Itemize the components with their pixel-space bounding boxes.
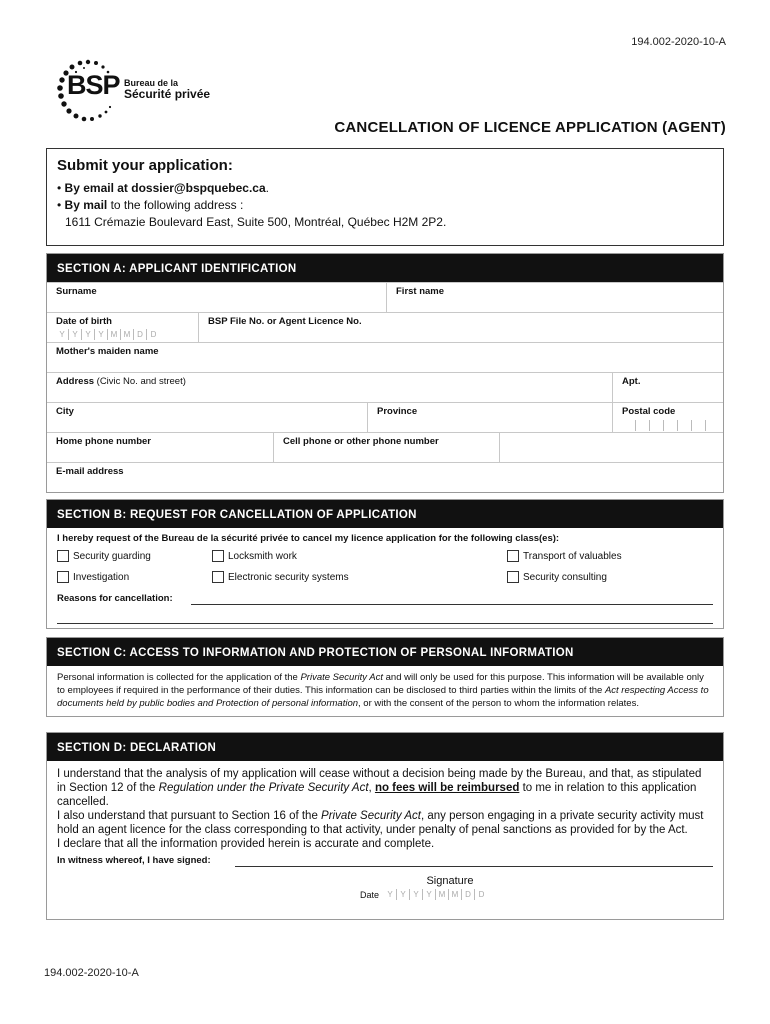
section-d — [46, 732, 724, 920]
section-d-header: SECTION D: DECLARATION — [47, 733, 723, 761]
file-no-field[interactable] — [198, 313, 723, 342]
reasons-label: Reasons for cancellation: — [57, 593, 173, 604]
class-security-consulting[interactable] — [507, 571, 607, 583]
class-label: Electronic security systems — [228, 571, 349, 583]
dob-box: Y — [82, 329, 95, 340]
dob-box: M — [108, 329, 121, 340]
reasons-rule — [191, 604, 713, 605]
declaration-2a: I also understand that pursuant to Section 16 of the — [57, 810, 322, 822]
section-c-header: SECTION C: ACCESS TO INFORMATION AND PROTECTION OF PERSONAL INFORMATION — [47, 638, 723, 666]
province-label: Province — [377, 406, 418, 417]
date-box: Y — [397, 889, 410, 900]
reasons-rule-2[interactable] — [57, 623, 713, 624]
witness-label: In witness whereof, I have signed: — [57, 855, 211, 866]
city-field[interactable] — [47, 403, 367, 432]
checkbox[interactable] — [212, 550, 224, 562]
class-transport-valuables[interactable] — [507, 550, 622, 562]
reasons-line[interactable] — [47, 592, 723, 614]
class-row-2 — [47, 567, 723, 588]
province-field[interactable] — [367, 403, 612, 432]
declaration-no-fees: no fees will be reimbursed — [374, 782, 520, 794]
submit-mail-label: By mail — [64, 198, 108, 212]
section-c-p2: and will only be used for this purpose. This information will be available only to employees if required in the performance of their duties. This information can be disclosed to third parties within the limits of the — [57, 672, 704, 696]
submit-email-end: . — [265, 181, 270, 195]
dob-box: Y — [56, 329, 69, 340]
checkbox[interactable] — [57, 571, 69, 583]
maiden-name-label: Mother's maiden name — [56, 346, 159, 357]
section-d-text — [47, 761, 723, 851]
section-c — [46, 637, 724, 717]
date-box: Y — [423, 889, 436, 900]
class-label: Security guarding — [73, 550, 151, 562]
city-label: City — [56, 406, 74, 417]
section-a — [46, 253, 724, 493]
declaration-1b: , — [368, 782, 375, 794]
date-box: M — [436, 889, 449, 900]
address-field[interactable] — [47, 373, 612, 402]
row-city — [47, 402, 723, 432]
class-locksmith-work[interactable] — [212, 550, 297, 562]
file-no-label: BSP File No. or Agent Licence No. — [208, 316, 362, 327]
declaration-1a: I understand that the analysis of my application will cease without a decision being made by the Bureau, and that, as stipulated in Section 12 of the — [57, 768, 702, 794]
dob-box: M — [121, 329, 134, 340]
submit-email: By email at dossier@bspquebec.ca — [64, 181, 266, 195]
dob-box: Y — [95, 329, 108, 340]
date-boxes — [384, 889, 488, 900]
row-dob — [47, 312, 723, 342]
email-field[interactable] — [47, 463, 723, 492]
declaration-regulation: Regulation under the Private Security Act — [158, 782, 369, 794]
section-c-p3: , or with the consent of the person to whom the information relates. — [358, 698, 639, 709]
logo-line1: Bureau de la — [124, 78, 179, 88]
form-code-top: 194.002-2020-10-A — [631, 36, 726, 48]
declaration-paragraph-1 — [57, 767, 713, 809]
class-label: Investigation — [73, 571, 130, 583]
date-label: Date — [360, 889, 380, 900]
class-row-1 — [47, 546, 723, 567]
maiden-name-field[interactable] — [47, 343, 723, 372]
date-box: Y — [410, 889, 423, 900]
surname-label: Surname — [56, 286, 97, 297]
logo-line2: Sécurité privée — [124, 87, 211, 101]
cell-phone-label: Cell phone or other phone number — [283, 436, 439, 447]
section-a-header: SECTION A: APPLICANT IDENTIFICATION — [47, 254, 723, 282]
postal-code-boxes — [622, 420, 714, 431]
date-box: D — [478, 890, 485, 899]
postal-code-field[interactable] — [612, 403, 723, 432]
section-b — [46, 499, 724, 629]
email-label: E-mail address — [56, 466, 124, 477]
declaration-act: Private Security Act — [321, 810, 421, 822]
row-address — [47, 372, 723, 402]
checkbox[interactable] — [57, 550, 69, 562]
section-c-p1: Personal information is collected for the application of the — [57, 672, 301, 683]
first-name-field[interactable] — [386, 283, 723, 312]
address-label: Address — [56, 376, 95, 387]
declaration-2b: , any person engaging in a private security activity must hold an agent licence for the class corresponding to that activity, under penalty of penal sanctions as provided for by the Act. — [57, 810, 704, 836]
submit-mail-line: • By mail to the following address : — [57, 198, 244, 212]
class-label: Locksmith work — [228, 550, 297, 562]
logo-bsp-text: BSP — [67, 70, 120, 100]
dob-field[interactable] — [47, 313, 198, 342]
section-c-act2: Act respecting Access to documents held by public bodies and Protection of personal information — [57, 685, 709, 709]
submit-mail-rest: to the following address : — [107, 198, 244, 212]
section-c-text — [47, 666, 723, 716]
checkbox[interactable] — [507, 571, 519, 583]
row-names — [47, 282, 723, 312]
date-box: D — [462, 889, 475, 900]
signature-date[interactable] — [47, 889, 723, 900]
dob-box: D — [150, 330, 157, 339]
witness-line[interactable] — [47, 851, 723, 869]
signature-label: Signature — [426, 875, 474, 887]
phone-extra-field[interactable] — [499, 433, 723, 462]
section-c-act1: Private Security Act — [300, 672, 383, 683]
home-phone-field[interactable] — [47, 433, 273, 462]
first-name-label: First name — [396, 286, 445, 297]
declaration-paragraph-3: I declare that all the information provided herein is accurate and complete. — [57, 838, 435, 850]
date-box: Y — [384, 889, 397, 900]
class-security-guarding[interactable] — [57, 550, 151, 562]
checkbox[interactable] — [212, 571, 224, 583]
checkbox[interactable] — [507, 550, 519, 562]
form-code-bottom: 194.002-2020-10-A — [44, 967, 139, 979]
section-b-intro: I hereby request of the Bureau de la sécurité privée to cancel my licence application for the following class(es): — [57, 533, 560, 544]
class-label: Security consulting — [523, 571, 607, 583]
section-b-header: SECTION B: REQUEST FOR CANCELLATION OF APPLICATION — [47, 500, 723, 528]
address-hint: (Civic No. and street) — [96, 376, 186, 387]
declaration-paragraph-2 — [57, 809, 713, 837]
submit-address: 1611 Crémazie Boulevard East, Suite 500, Montréal, Québec H2M 2P2. — [65, 215, 447, 229]
home-phone-label: Home phone number — [56, 436, 152, 447]
dob-box: D — [134, 329, 147, 340]
class-investigation[interactable] — [57, 571, 129, 583]
submit-email-line: • By email at dossier@bspquebec.ca. — [57, 181, 270, 195]
class-electronic-security[interactable] — [212, 571, 349, 583]
submit-heading: Submit your application: — [57, 157, 233, 174]
class-label: Transport of valuables — [523, 550, 622, 562]
surname-field[interactable] — [47, 283, 386, 312]
document-title: CANCELLATION OF LICENCE APPLICATION (AGENT) — [334, 119, 726, 136]
declaration-1c: to me in relation to this application cancelled. — [57, 782, 697, 808]
bsp-logo — [54, 58, 234, 124]
cell-phone-field[interactable] — [273, 433, 499, 462]
postal-code-label: Postal code — [622, 406, 676, 417]
date-box: M — [449, 889, 462, 900]
row-maiden — [47, 342, 723, 372]
apt-field[interactable] — [612, 373, 723, 402]
row-phones — [47, 432, 723, 462]
apt-label: Apt. — [622, 376, 641, 387]
dob-label: Date of birth — [56, 316, 112, 327]
dob-boxes — [56, 329, 189, 340]
submit-instructions-box — [46, 148, 724, 246]
row-email — [47, 462, 723, 492]
signature-rule — [235, 866, 713, 867]
dob-box: Y — [69, 329, 82, 340]
